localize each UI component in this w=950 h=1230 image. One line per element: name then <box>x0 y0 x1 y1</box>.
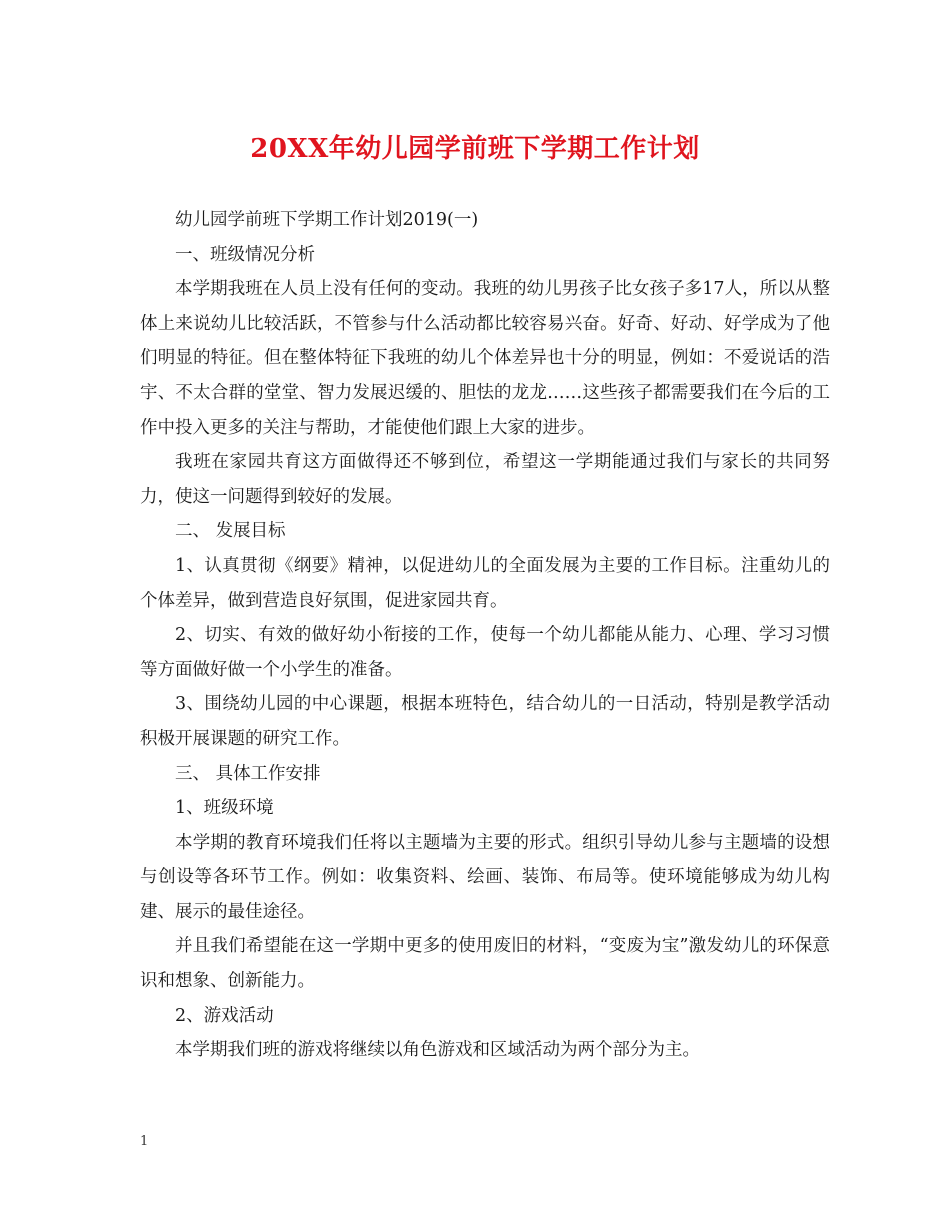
paragraph: 并且我们希望能在这一学期中更多的使用废旧的材料，“变废为宝”激发幼儿的环保意识和想象、创新能力。 <box>140 936 830 992</box>
paragraph: 本学期我班在人员上没有任何的变动。我班的幼儿男孩子比女孩子多17人，所以从整体上来说幼儿比较活跃，不管参与什么活动都比较容易兴奋。好奇、好动、好学成为了他们明显的特征。但在整体特征下我班的幼儿个体差异也十分的明显，例如：不爱说话的浩宇、不太合群的堂堂、智力发展迟缓的、胆怯的龙龙……这些孩子都需要我们在今后的工作中投入更多的关注与帮助，才能使他们跟上大家的进步。 <box>140 279 830 438</box>
subheading-class-environment: 1、班级环境 <box>175 798 274 819</box>
paragraph: 3、围绕幼儿园的中心课题，根据本班特色，结合幼儿的一日活动，特别是教学活动积极开展课题的研究工作。 <box>140 694 830 749</box>
section-heading-arrangements: 三、 具体工作安排 <box>175 763 321 784</box>
document-body <box>140 203 830 1068</box>
page-number: 1 <box>140 1134 149 1149</box>
paragraph: 本学期的教育环境我们任将以主题墙为主要的形式。组织引导幼儿参与主题墙的设想与创设等各环节工作。例如：收集资料、绘画、装饰、布局等。使环境能够成为幼儿构建、展示的最佳途径。 <box>140 832 830 922</box>
paragraph-subtitle: 幼儿园学前班下学期工作计划2019(一) <box>175 210 479 230</box>
paragraph: 本学期我们班的游戏将继续以角色游戏和区域活动为两个部分为主。 <box>175 1040 700 1061</box>
paragraph: 1、认真贯彻《纲要》精神，以促进幼儿的全面发展为主要的工作目标。注重幼儿的个体差异，做到营造良好氛围，促进家园共育。 <box>140 555 830 611</box>
document-title: 20XX年幼儿园学前班下学期工作计划 <box>250 134 700 164</box>
section-heading-goals: 二、 发展目标 <box>175 521 286 542</box>
paragraph: 2、切实、有效的做好幼小衔接的工作，使每一个幼儿都能从能力、心理、学习习惯等方面做好做一个小学生的准备。 <box>140 625 830 680</box>
paragraph: 我班在家园共育这方面做得还不够到位，希望这一学期能通过我们与家长的共同努力，使这一问题得到较好的发展。 <box>140 452 830 507</box>
subheading-game-activities: 2、游戏活动 <box>175 1005 274 1026</box>
section-heading-class-analysis: 一、班级情况分析 <box>175 244 315 265</box>
